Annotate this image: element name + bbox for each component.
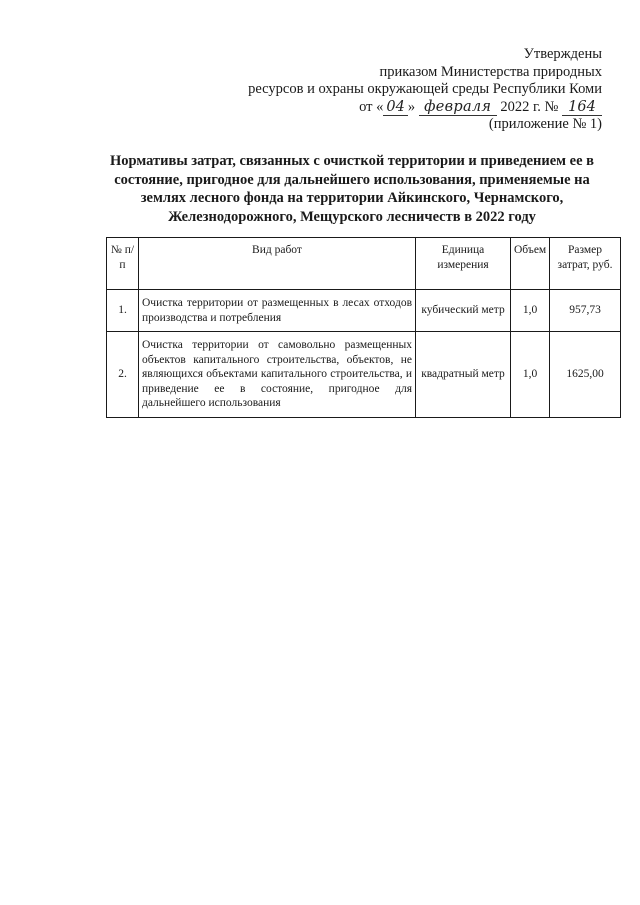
- approval-block: [202, 46, 602, 134]
- appendix-label: (приложение № 1): [488, 116, 602, 132]
- approval-date-line: [202, 99, 602, 117]
- row-num: 2.: [107, 332, 139, 418]
- handwritten-order-number: 164: [562, 100, 602, 116]
- date-year: 2022 г. №: [500, 98, 559, 115]
- date-prefix: от «: [359, 98, 384, 115]
- header-work: Вид работ: [139, 238, 416, 290]
- row-num: 1.: [107, 290, 139, 332]
- row-volume: 1,0: [511, 332, 550, 418]
- header-num: № п/п: [107, 238, 139, 290]
- norms-table: [106, 237, 621, 418]
- row-cost: 957,73: [550, 290, 621, 332]
- row-volume: 1,0: [511, 290, 550, 332]
- row-unit: кубический метр: [416, 290, 511, 332]
- row-work: Очистка территории от размещенных в лесах отходов производства и потребления: [139, 290, 416, 332]
- row-cost: 1625,00: [550, 332, 621, 418]
- handwritten-month: февраля: [419, 100, 497, 116]
- header-unit: Единица измерения: [416, 238, 511, 290]
- document-title: Нормативы затрат, связанных с очисткой территории и приведением ее в состояние, пригодное для дальнейшего использования, применяемые на землях лесного фонда на территории Айкинского, Чернамского, Железнодорожного, Мещурского лесничеств в 2022 году: [109, 153, 594, 225]
- header-volume: Объем: [511, 238, 550, 290]
- row-work: Очистка территории от самовольно размещенных объектов капитального строительства, объектов, не являющихся объектами капитального строительства, и приведение ее в состояние, пригодное для дальнейшего использования: [139, 332, 416, 418]
- row-unit: квадратный метр: [416, 332, 511, 418]
- table-header-row: [107, 238, 621, 290]
- handwritten-day: 04: [383, 100, 407, 116]
- table-row: [107, 290, 621, 332]
- date-mid: »: [407, 98, 416, 115]
- table-row: [107, 332, 621, 418]
- approval-line-ministry: ресурсов и охраны окружающей среды Республики Коми: [248, 81, 602, 97]
- approval-line-order: приказом Министерства природных: [379, 63, 602, 80]
- header-cost: Размер затрат, руб.: [550, 238, 621, 290]
- approval-line-approved: Утверждены: [523, 46, 602, 62]
